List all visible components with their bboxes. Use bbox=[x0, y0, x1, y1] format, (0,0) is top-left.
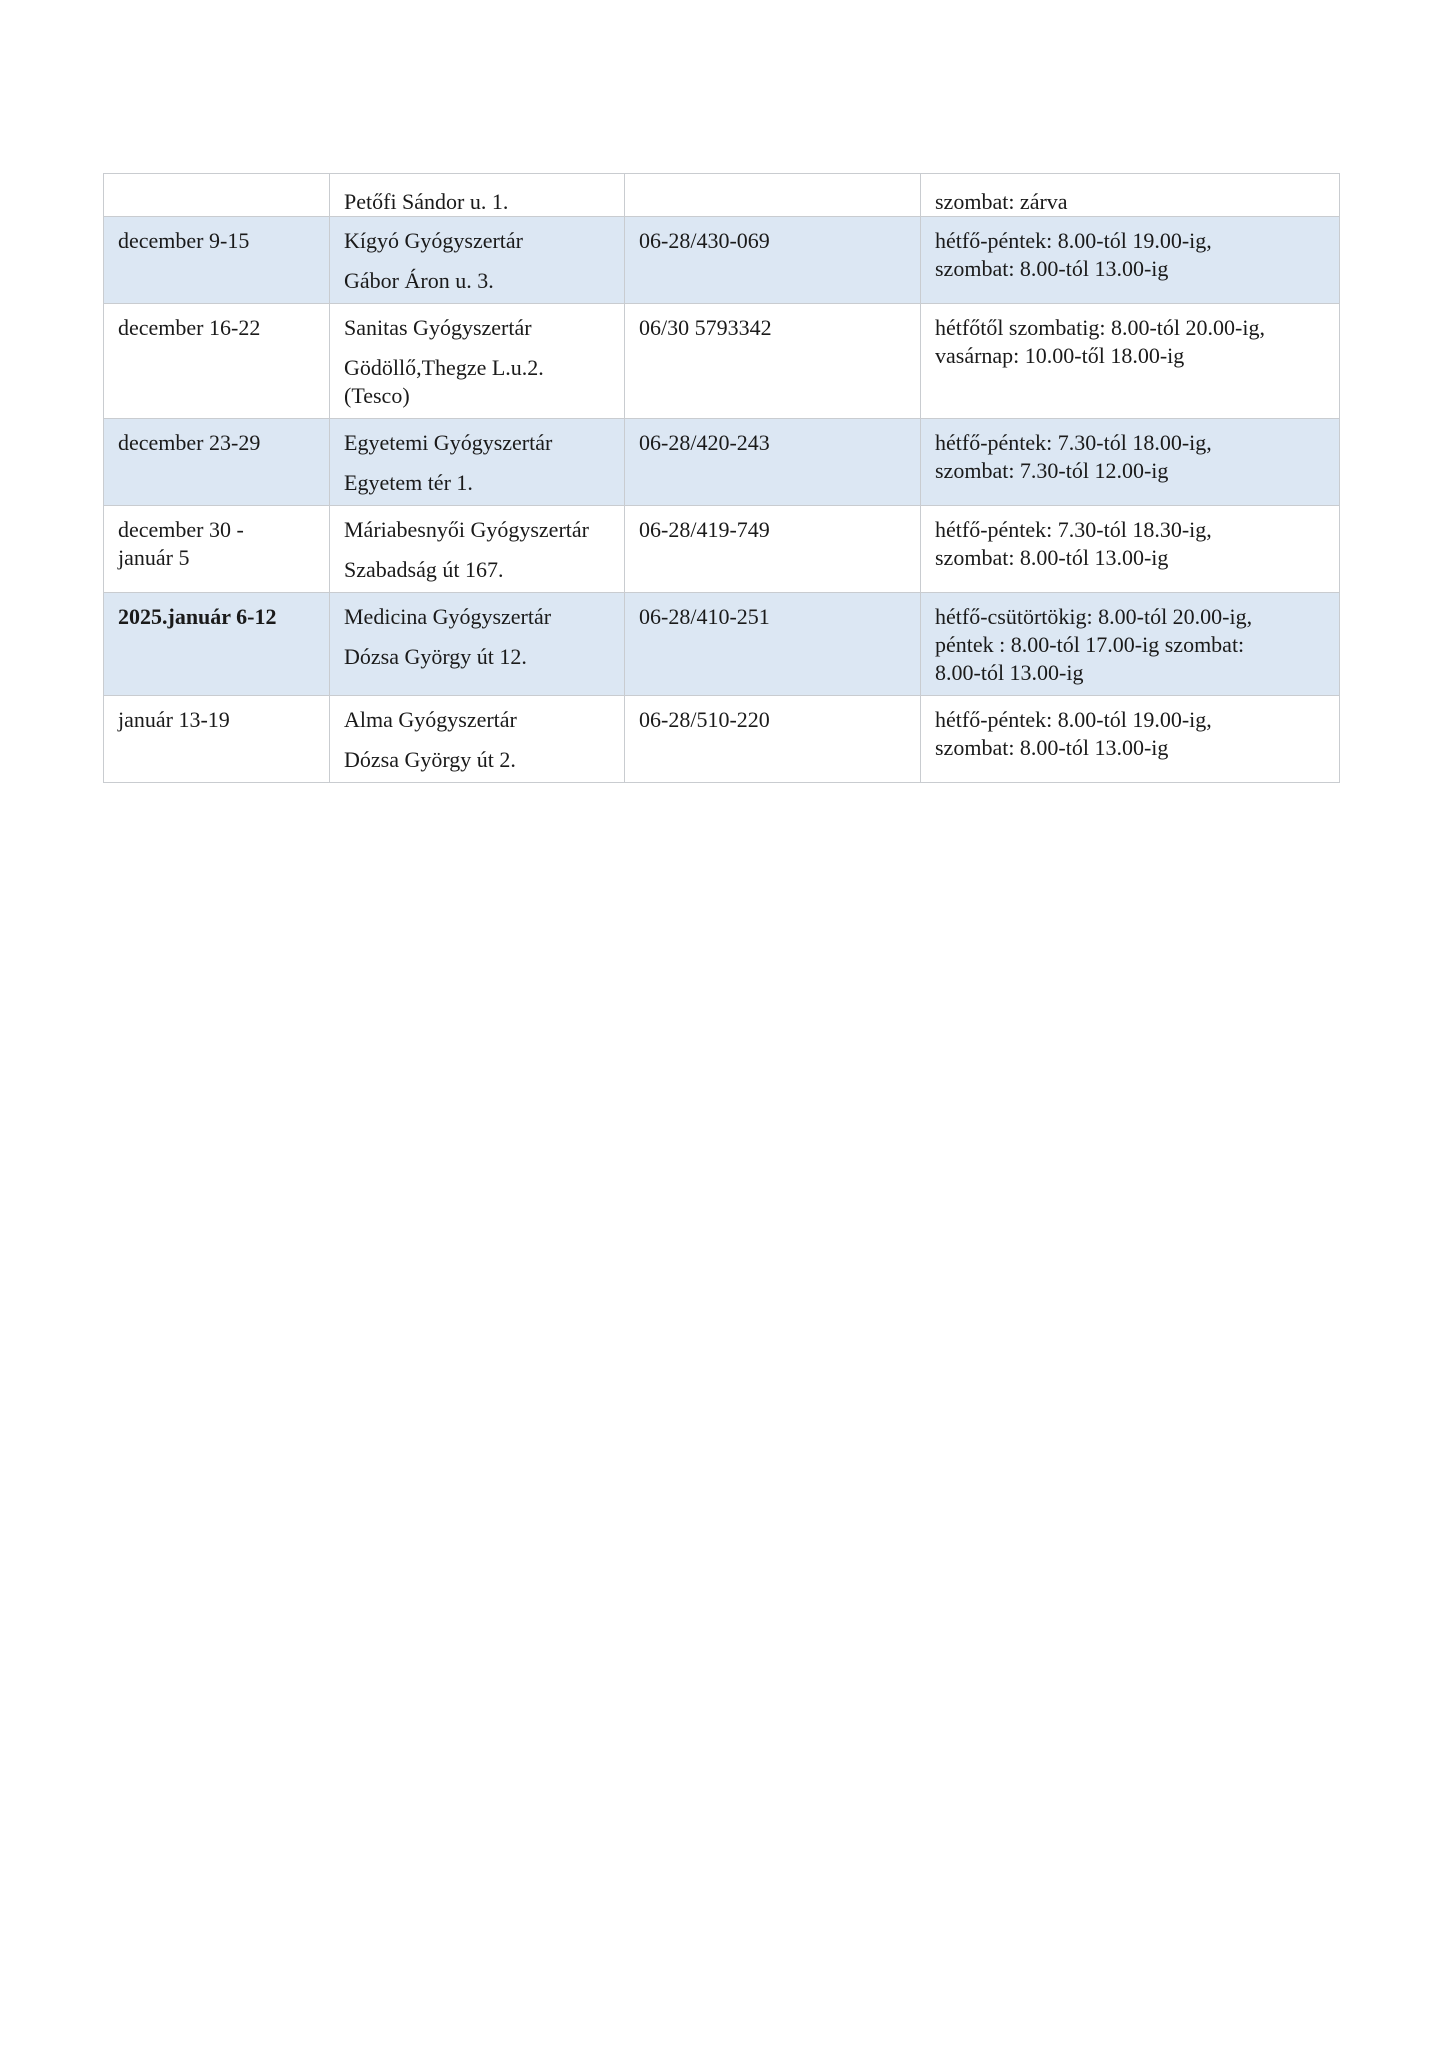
phone-cell: 06-28/430-069 bbox=[625, 217, 921, 304]
hours-cell: hétfő-péntek: 8.00-tól 19.00-ig, szombat: 8.00-tól 13.00-ig bbox=[921, 696, 1340, 783]
pharmacy-name: Alma Gyógyszertár bbox=[344, 707, 517, 732]
phone-cell: 06/30 5793342 bbox=[625, 304, 921, 419]
pharmacy-cell bbox=[330, 174, 625, 217]
table-row bbox=[104, 419, 1340, 506]
pharmacy-address: Gábor Áron u. 3. bbox=[344, 268, 494, 293]
pharmacy-cell bbox=[330, 506, 625, 593]
phone-cell: 06-28/419-749 bbox=[625, 506, 921, 593]
pharmacy-address: Szabadság út 167. bbox=[344, 557, 504, 582]
hours-cell: hétfő-péntek: 8.00-tól 19.00-ig, szombat: 8.00-tól 13.00-ig bbox=[921, 217, 1340, 304]
period-cell: december 16-22 bbox=[104, 304, 330, 419]
hours-cell: szombat: zárva bbox=[921, 174, 1340, 217]
table-row bbox=[104, 696, 1340, 783]
table-row bbox=[104, 217, 1340, 304]
phone-cell: 06-28/410-251 bbox=[625, 593, 921, 696]
pharmacy-address: Gödöllő,Thegze L.u.2. (Tesco) bbox=[344, 355, 544, 408]
hours-cell: hétfő-csütörtökig: 8.00-tól 20.00-ig, péntek : 8.00-tól 17.00-ig szombat: 8.00-tól 13.00-ig bbox=[921, 593, 1340, 696]
pharmacy-address: Dózsa György út 2. bbox=[344, 747, 516, 772]
pharmacy-address: Petőfi Sándor u. 1. bbox=[344, 189, 509, 214]
phone-cell: 06-28/510-220 bbox=[625, 696, 921, 783]
hours-cell: hétfőtől szombatig: 8.00-tól 20.00-ig, vasárnap: 10.00-től 18.00-ig bbox=[921, 304, 1340, 419]
period-cell: 2025.január 6-12 bbox=[104, 593, 330, 696]
phone-cell bbox=[625, 174, 921, 217]
pharmacy-name: Medicina Gyógyszertár bbox=[344, 604, 552, 629]
period-cell: december 23-29 bbox=[104, 419, 330, 506]
pharmacy-cell bbox=[330, 593, 625, 696]
period-cell: december 30 - január 5 bbox=[104, 506, 330, 593]
pharmacy-cell bbox=[330, 217, 625, 304]
pharmacy-name: Egyetemi Gyógyszertár bbox=[344, 430, 553, 455]
phone-cell: 06-28/420-243 bbox=[625, 419, 921, 506]
hours-cell: hétfő-péntek: 7.30-tól 18.00-ig, szombat: 7.30-tól 12.00-ig bbox=[921, 419, 1340, 506]
pharmacy-name: Kígyó Gyógyszertár bbox=[344, 228, 524, 253]
table-row bbox=[104, 304, 1340, 419]
hours-cell: hétfő-péntek: 7.30-tól 18.30-ig, szombat: 8.00-tól 13.00-ig bbox=[921, 506, 1340, 593]
pharmacy-cell bbox=[330, 304, 625, 419]
table-row bbox=[104, 506, 1340, 593]
period-cell: január 13-19 bbox=[104, 696, 330, 783]
period-cell bbox=[104, 174, 330, 217]
pharmacy-name: Sanitas Gyógyszertár bbox=[344, 315, 532, 340]
table-row bbox=[104, 593, 1340, 696]
pharmacy-address: Egyetem tér 1. bbox=[344, 470, 473, 495]
period-cell: december 9-15 bbox=[104, 217, 330, 304]
pharmacy-address: Dózsa György út 12. bbox=[344, 644, 527, 669]
pharmacy-cell bbox=[330, 696, 625, 783]
pharmacy-cell bbox=[330, 419, 625, 506]
pharmacy-duty-table bbox=[103, 173, 1340, 783]
table-row bbox=[104, 174, 1340, 217]
pharmacy-name: Máriabesnyői Gyógyszertár bbox=[344, 517, 589, 542]
